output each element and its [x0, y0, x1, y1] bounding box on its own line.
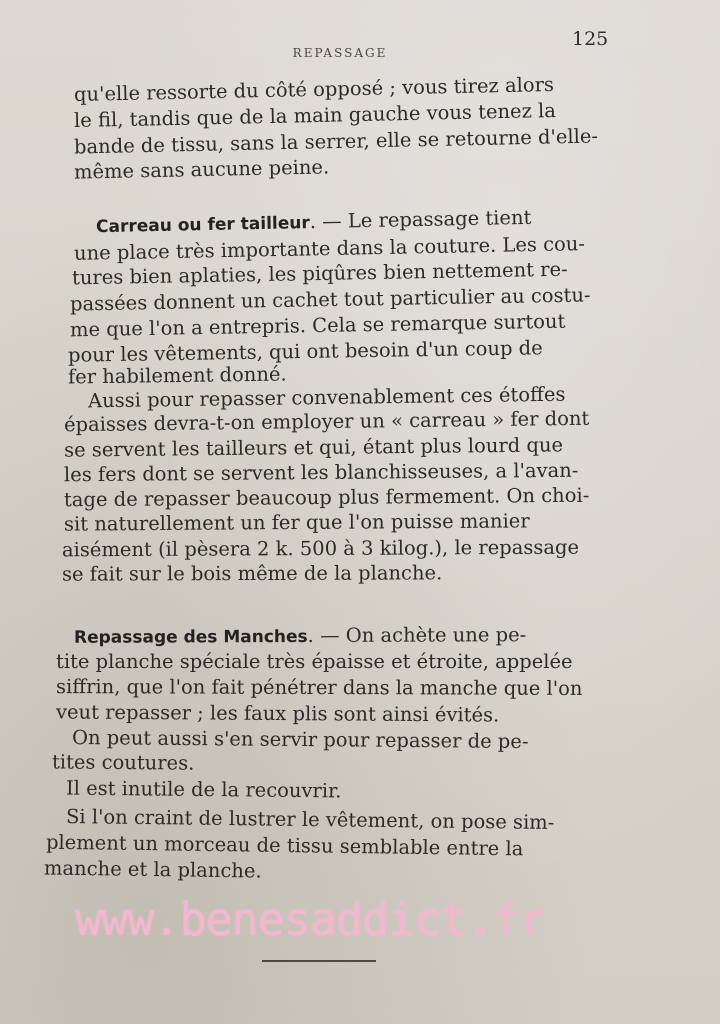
end-rule [262, 960, 376, 962]
section-heading-manches: Repassage des Manches [73, 626, 308, 648]
text-line: se fait sur le bois même de la planche. [61, 561, 443, 586]
text-line: siffrin, que l'on fait pénétrer dans la manche que l'on [55, 675, 583, 700]
text-line: tite planche spéciale très épaisse et étroite, appelée [56, 650, 573, 673]
text-line: le fil, tandis que de la main gauche vous tenez la [73, 98, 557, 133]
text-line: passées donnent un cachet tout particulier au costu- [69, 283, 591, 316]
text-line: aisément (il pèsera 2 k. 500 à 3 kilog.), le repassage [61, 535, 580, 562]
text-line: Aussi pour repasser convenablement ces étoffes [87, 382, 566, 413]
section-heading-carreau: Carreau ou fer tailleur [95, 213, 310, 238]
text-line: Le repassage tient [347, 205, 532, 233]
text-line: fer habilement donné. [67, 362, 287, 389]
text-line: une place très importante dans la couture. Les cou- [73, 232, 586, 265]
text-line: même sans aucune peine. [73, 155, 330, 184]
heading-dash: . — [309, 209, 349, 234]
text-line: veut repasser ; les faux plis sont ainsi évités. [55, 700, 500, 727]
text-line: qu'elle ressorte du côté opposé ; vous tirez alors [73, 72, 555, 107]
text-line: épaisses devra-t-on employer un « carreau » fer dont [63, 406, 590, 437]
text-line: tage de repasser beaucoup plus fermement. On choi- [63, 483, 590, 512]
page-number: 125 [572, 28, 609, 50]
text-line: sit naturellement un fer que l'on puisse manier [63, 509, 530, 536]
text-line: bande de tissu, sans la serrer, elle se retourne d'elle- [73, 124, 599, 159]
heading-dash: . — [307, 623, 346, 647]
text-line: tures bien aplaties, les piqûres bien nettement re- [71, 257, 568, 290]
text-line: On peut aussi s'en servir pour repasser de pe- [71, 726, 529, 753]
text-line: On achète une pe- [345, 623, 527, 647]
watermark: www.benesaddict.fr [75, 893, 545, 946]
running-title: REPASSAGE [292, 46, 388, 60]
section-heading-line [74, 623, 526, 650]
text-line: Si l'on craint de lustrer le vêtement, on pose sim- [65, 805, 555, 834]
text-line: Il est inutile de la recouvrir. [65, 776, 342, 803]
text-line: les fers dont se servent les blanchisseuses, a l'avan- [63, 458, 579, 487]
text-line: tites coutures. [51, 750, 195, 775]
text-line: plement un morceau de tissu semblable entre la [45, 830, 524, 861]
text-line: me que l'on a entrepris. Cela se remarque surtout [69, 309, 566, 342]
text-line: manche et la planche. [43, 856, 262, 883]
text-line: pour les vêtements, qui ont besoin d'un coup de [67, 336, 543, 367]
text-line: se servent les tailleurs et qui, étant plus lourd que [63, 433, 564, 462]
